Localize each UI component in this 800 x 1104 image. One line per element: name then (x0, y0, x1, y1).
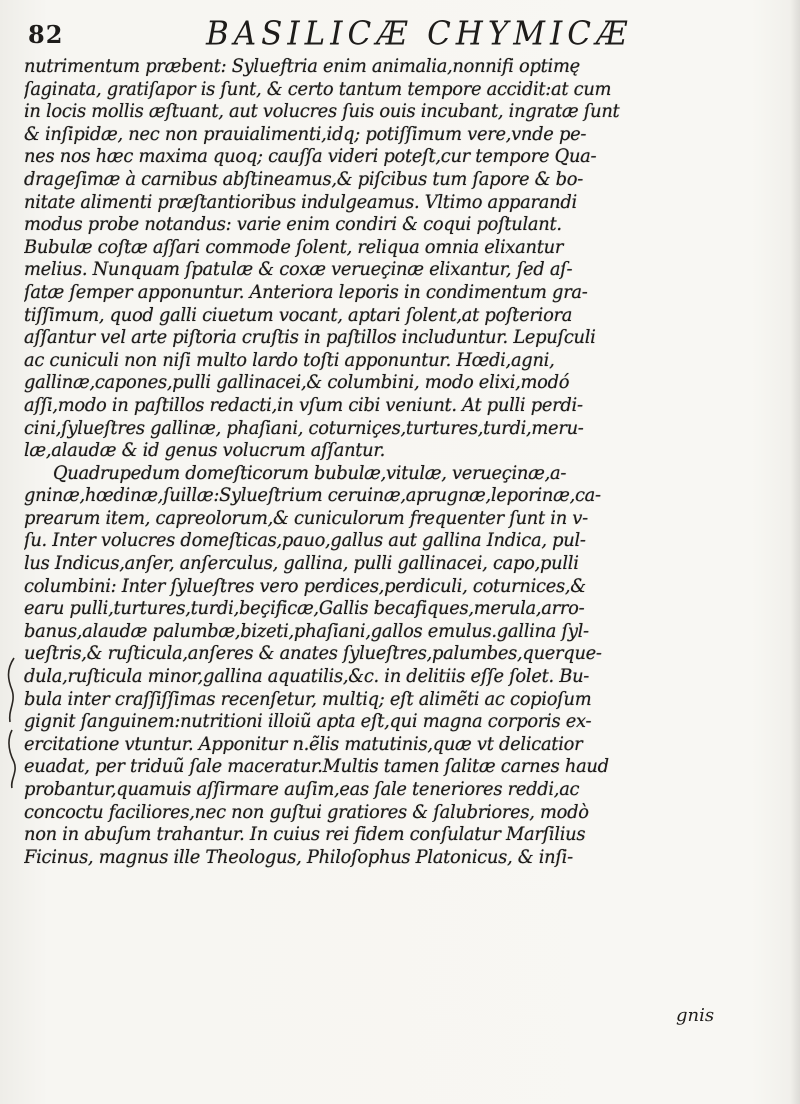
text-line: cini,ſylueſtres gallinæ, phaſiani, coturniçes,turtures,turdi,meru- (24, 417, 584, 439)
text-line: læ,alaudæ & id genus volucrum aſſantur. (24, 440, 386, 462)
text-line: Ficinus, magnus ille Theologus, Philoſophus Platonicus, & inſi- (24, 846, 573, 868)
text-line: Bubulæ coſtæ aſſari commode ſolent, reliqua omnia elixantur (24, 236, 564, 258)
text-line: aſſantur vel arte piſtoria cruſtis in paſtillos includuntur. Lepuſculi (24, 327, 596, 349)
text-line: tiſſimum, quod galli ciuetum vocant, aptari ſolent,at poſteriora (24, 304, 573, 326)
text-line: in locis mollis æſtuant, aut volucres ſuis ouis incubant, ingratæ ſunt (24, 101, 620, 123)
text-line: & inſipidæ, nec non prauialimenti,idq; potiſſimum vere,vnde pe- (24, 123, 587, 145)
text-line: gignit ſanguinem:nutritioni illoiũ apta eſt,qui magna corporis ex- (24, 711, 592, 733)
text-line: prearum item, capreolorum,& cuniculorum frequenter ſunt in v- (24, 507, 588, 529)
margin-bracket-marks (0, 650, 24, 790)
page-edge-shadow (790, 0, 800, 1104)
text-line: drageſimæ à carnibus abſtineamus,& piſcibus tum ſapore & bo- (24, 168, 583, 190)
page-header (28, 10, 788, 58)
text-line: gninæ,hœdinæ,ſuillæ:Sylueſtrium ceruinæ,aprugnæ,leporinæ,ca- (24, 485, 601, 507)
text-line: non in abuſum trahantur. In cuius rei fidem conſulatur Marſilius (24, 824, 586, 846)
text-line: bula inter craſſiſſimas recenſetur, multiq; eſt alimẽti ac copioſum (24, 688, 592, 710)
text-line: ſatæ ſemper apponuntur. Anteriora leporis in condimentum gra- (24, 281, 588, 303)
text-line: gallinæ,capones,pulli gallinacei,& columbini, modo elixi,modó (24, 372, 570, 394)
text-line: dula,ruſticula minor,gallina aquatilis,&c. in delitiis eſſe ſolet. Bu- (24, 666, 590, 688)
text-line: probantur,quamuis aſſirmare auſim,eas ſale teneriores reddi,ac (24, 779, 580, 800)
text-line: nes nos hæc maxima quoq; cauſſa videri poteſt,cur tempore Qua- (24, 146, 597, 168)
text-line: melius. Nunquam ſpatulæ & coxæ verueçinæ elixantur, ſed aſ- (24, 259, 573, 281)
text-line: nitate alimenti præſtantioribus indulgeamus. Vltimo apparandi (24, 191, 577, 213)
text-line: lus Indicus,anſer, anſerculus, gallina, pulli gallinacei, capo,pulli (24, 553, 579, 575)
running-title: BASILICÆ CHYMICÆ (206, 15, 633, 53)
latin-body-text (24, 56, 776, 869)
text-line: aſſi,modo in paſtillos redacti,in vſum cibi veniunt. At pulli perdi- (24, 394, 583, 416)
text-line: earu pulli,turtures,turdi,beçificæ,Gallis becafiques,merula,arro- (24, 598, 585, 620)
text-line: concoctu faciliores,nec non guſtui gratiores & ſalubriores, modò (24, 801, 589, 823)
catchword: gnis (676, 1005, 715, 1026)
text-line: ercitatione vtuntur. Apponitur n.ẽlis matutinis,quæ vt delicatior (24, 733, 583, 755)
text-line: banus,alaudæ palumbæ,bizeti,phaſiani,gallos emulus.gallina ſyl- (24, 620, 589, 642)
text-line: modus probe notandus: varie enim condiri & coqui poſtulant. (24, 214, 562, 236)
text-line: nutrimentum præbent: Sylueftria enim animalia,nonnifi optimę (24, 56, 580, 77)
page-number: 82 (28, 20, 64, 49)
text-line: ſaginata, gratiſapor is ſunt, & certo tantum tempore accidit:at cum (24, 78, 612, 100)
text-line: ueſtris,& ruſticula,anſeres & anates ſylueſtres,palumbes,querque- (24, 643, 602, 665)
text-line: euadat, per triduũ ſale maceratur.Multis tamen ſalitæ carnes haud (24, 756, 609, 778)
text-line: columbini: Inter ſylueſtres vero perdices,perdiculi, coturnices,& (24, 575, 586, 597)
text-line: Quadrupedum domeſticorum bubulæ,vitulæ, verueçinæ,a- (52, 462, 567, 484)
text-line: ſu. Inter volucres domeſticas,pauo,gallus aut gallina Indica, pul- (24, 530, 586, 552)
text-line: ac cuniculi non niſi multo lardo toſti apponuntur. Hœdi,agni, (24, 349, 555, 371)
